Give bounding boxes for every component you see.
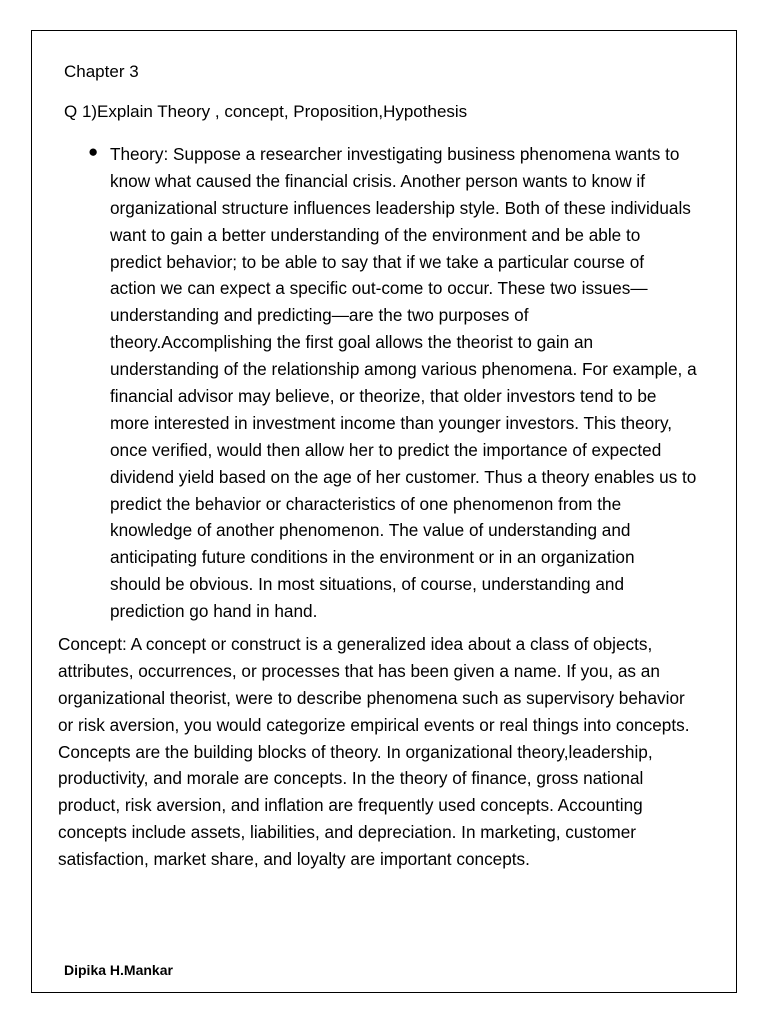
theory-paragraph	[110, 141, 768, 625]
bullet-icon: ●	[88, 142, 99, 161]
concept-paragraph	[58, 631, 768, 873]
text-line: understanding of the relationship among various phenomena. For example, a	[110, 359, 697, 380]
text-line: knowledge of another phenomenon. The value of understanding and	[110, 520, 631, 541]
text-line: attributes, occurrences, or processes that has been given a name. If you, as an	[58, 660, 660, 681]
text-line: organizational structure influences leadership style. Both of these individuals	[110, 197, 691, 218]
text-line: predict behavior; to be able to say that if we take a particular course of	[110, 251, 645, 272]
text-line: should be obvious. In most situations, of course, understanding and	[110, 574, 625, 595]
question-heading: Q 1)Explain Theory , concept, Proposition,Hypothesis	[64, 102, 468, 121]
text-line: dividend yield based on the age of her customer. Thus a theory enables us to	[110, 466, 697, 487]
author-name: Dipika H.Mankar	[64, 962, 173, 978]
text-line: satisfaction, market share, and loyalty are important concepts.	[58, 849, 530, 870]
text-line: concepts include assets, liabilities, and depreciation. In marketing, customer	[58, 822, 636, 843]
text-line: Theory: Suppose a researcher investigating business phenomena wants to	[110, 144, 680, 164]
text-line: anticipating future conditions in the environment or in an organization	[110, 547, 635, 568]
text-line: understanding and predicting—are the two purposes of	[110, 305, 529, 326]
text-line: theory.Accomplishing the first goal allows the theorist to gain an	[110, 332, 594, 353]
text-line: once verified, would then allow her to predict the importance of expected	[110, 439, 662, 460]
text-line: know what caused the financial crisis. Another person wants to know if	[110, 170, 646, 191]
chapter-heading: Chapter 3	[64, 62, 139, 81]
text-line: action we can expect a specific out-come to occur. These two issues—	[110, 278, 648, 299]
text-line: Concepts are the building blocks of theory. In organizational theory,leadership,	[58, 741, 653, 762]
text-line: financial advisor may believe, or theorize, that older investors tend to be	[110, 386, 657, 407]
text-line: or risk aversion, you would categorize empirical events or real things into concepts.	[58, 714, 690, 735]
text-line: Concept: A concept or construct is a generalized idea about a class of objects,	[58, 634, 653, 654]
text-line: prediction go hand in hand.	[110, 601, 318, 622]
text-line: product, risk aversion, and inflation are frequently used concepts. Accounting	[58, 795, 643, 816]
text-line: predict the behavior or characteristics of one phenomenon from the	[110, 493, 622, 514]
text-line: want to gain a better understanding of the environment and be able to	[110, 224, 641, 245]
text-line: organizational theorist, were to describe phenomena such as supervisory behavior	[58, 687, 685, 708]
text-line: more interested in investment income than younger investors. This theory,	[110, 412, 673, 433]
text-line: productivity, and morale are concepts. In the theory of finance, gross national	[58, 768, 644, 789]
